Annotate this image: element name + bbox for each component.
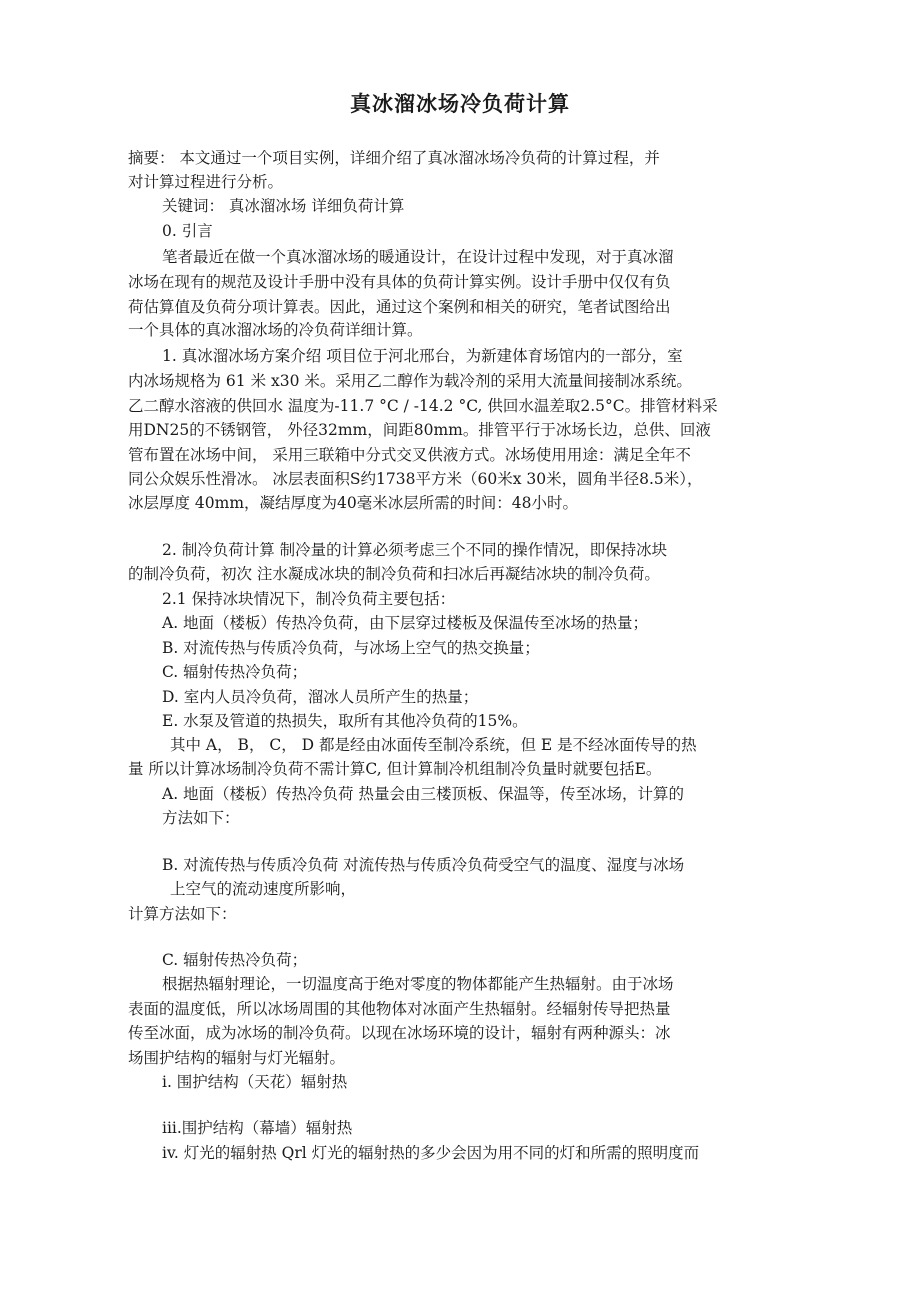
- keywords-line: 关键词： 真冰溜冰场 详细负荷计算: [162, 197, 405, 215]
- section-0-heading: 0. 引言: [162, 222, 213, 240]
- section-1-line-2: 内冰场规格为 61 米 x30 米。采用乙二醇作为载冷剂的采用大流量间接制冰系统。: [128, 372, 692, 390]
- list-item-a: A. 地面（楼板）传热冷负荷，由下层穿过楼板及保温传至冰场的热量；: [162, 614, 649, 632]
- intro-line-2: 冰场在现有的规范及设计手册中没有具体的负荷计算实例。设计手册中仅仅有负: [128, 273, 671, 291]
- note-line-1: 其中 A， B， C， D 都是经由冰面传至制冷系统，但 E 是不经冰面传导的热: [170, 736, 697, 754]
- item-a-heading: A. 地面（楼板）传热冷负荷 热量会由三楼顶板、保温等，传至冰场，计算的: [162, 785, 684, 803]
- list-item-c: C. 辐射传热冷负荷；: [162, 663, 308, 681]
- abstract-line-2: 对计算过程进行分析。: [128, 173, 284, 191]
- section-2-1-heading: 2.1 保持冰块情况下，制冷负荷主要包括：: [162, 590, 456, 608]
- sub-item-iii: iii.围护结构（幕墙）辐射热: [162, 1119, 353, 1137]
- item-b-line-2: 上空气的流动速度所影响，: [170, 880, 357, 898]
- section-1-line-5: 管布置在冰场中间， 采用三联箱中分式交叉供液方式。冰场使用用途：满足全年不: [128, 446, 691, 464]
- sub-item-i: i. 围护结构（天花）辐射热: [162, 1073, 348, 1091]
- radiation-line-2: 表面的温度低，所以冰场周围的其他物体对冰面产生热辐射。经辐射传导把热量: [128, 1000, 671, 1018]
- section-2-line-1: 2. 制冷负荷计算 制冷量的计算必须考虑三个不同的操作情况，即保持冰块: [162, 541, 668, 559]
- section-1-line-7: 冰层厚度 40mm，凝结厚度为40毫米冰层所需的时间：48小时。: [128, 494, 578, 512]
- list-item-b: B. 对流传热与传质冷负荷，与冰场上空气的热交换量；: [162, 639, 540, 657]
- radiation-line-3: 传至冰面，成为冰场的制冷负荷。以现在冰场环境的设计，辐射有两种源头：冰: [128, 1024, 671, 1042]
- item-c-heading: C. 辐射传热冷负荷；: [162, 951, 308, 969]
- sub-item-iv: iv. 灯光的辐射热 Qrl 灯光的辐射热的多少会因为用不同的灯和所需的照明度而: [162, 1144, 700, 1162]
- intro-line-1: 笔者最近在做一个真冰溜冰场的暖通设计，在设计过程中发现，对于真冰溜: [162, 248, 674, 266]
- note-line-2: 量 所以计算冰场制冷负荷不需计算C, 但计算制冷机组制冷负量时就要包括E。: [128, 760, 662, 778]
- section-1-line-3: 乙二醇水溶液的供回水 温度为-11.7 °C / -14.2 °C, 供回水温差取2.5°C。排管材料采: [128, 397, 718, 415]
- radiation-line-1: 根据热辐射理论，一切温度高于绝对零度的物体都能产生热辐射。由于冰场: [162, 975, 674, 993]
- section-1-line-6: 同公众娱乐性滑冰。 冰层表面积S约1738平方米（60米x 30米，圆角半径8.5米），: [128, 470, 703, 488]
- section-2-line-2: 的制冷负荷，初次 注水凝成冰块的制冷负荷和扫冰后再凝结冰块的制冷负荷。: [128, 565, 660, 583]
- document-title: 真冰溜冰场冷负荷计算: [350, 92, 570, 116]
- section-1-line-1: 1. 真冰溜冰场方案介绍 项目位于河北邢台，为新建体育场馆内的一部分，室: [162, 347, 683, 365]
- list-item-d: D. 室内人员冷负荷，溜冰人员所产生的热量；: [162, 688, 479, 706]
- item-b-heading: B. 对流传热与传质冷负荷 对流传热与传质冷负荷受空气的温度、湿度与冰场: [162, 856, 685, 874]
- section-1-line-4: 用DN25的不锈钢管， 外径32mm，间距80mm。排管平行于冰场长边，总供、回液: [128, 421, 711, 439]
- item-b-method: 计算方法如下：: [128, 905, 237, 923]
- abstract-line-1: 摘要： 本文通过一个项目实例，详细介绍了真冰溜冰场冷负荷的计算过程，并: [128, 149, 660, 167]
- radiation-line-4: 场围护结构的辐射与灯光辐射。: [128, 1049, 346, 1067]
- intro-line-4: 一个具体的真冰溜冰场的冷负荷详细计算。: [128, 321, 423, 339]
- item-a-method: 方法如下：: [162, 809, 240, 827]
- list-item-e: E. 水泵及管道的热损失，取所有其他冷负荷的15%。: [162, 712, 528, 730]
- intro-line-3: 荷估算值及负荷分项计算表。因此，通过这个案例和相关的研究，笔者试图给出: [128, 298, 671, 316]
